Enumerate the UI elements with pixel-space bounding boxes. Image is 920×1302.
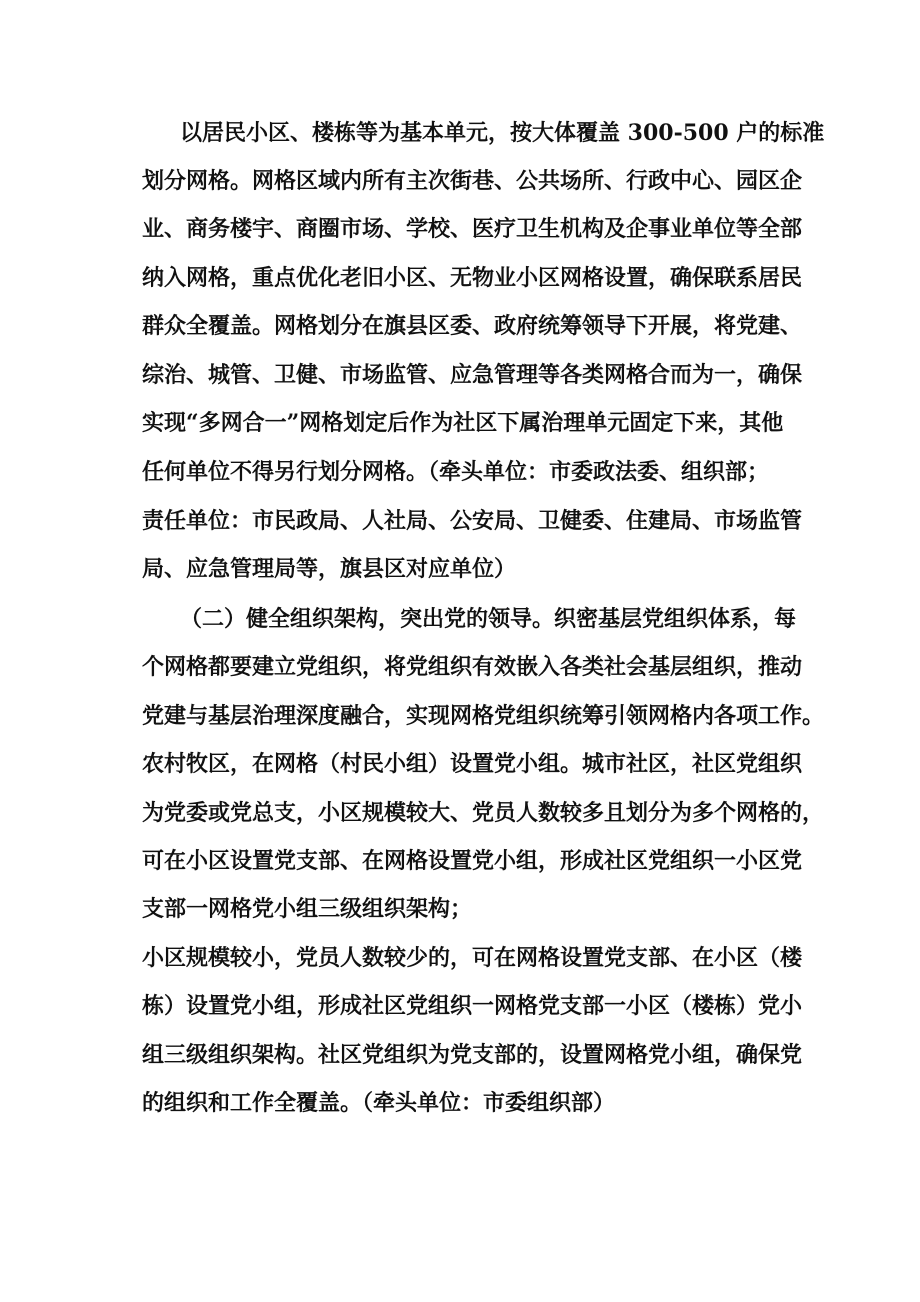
paragraph-line: 栋）设置党小组，形成社区党组织一网格党支部一小区（楼栋）党小 <box>142 993 803 1019</box>
paragraph-line: 实现“多网合一”网格划定后作为社区下属治理单元固定下来，其他 <box>142 410 784 436</box>
paragraph-line: 的组织和工作全覆盖。（牵头单位：市委组织部） <box>142 1090 616 1116</box>
paragraph-line: 党建与基层治理深度融合，实现网格党组织统筹引领网格内各项工作。 <box>142 703 825 729</box>
paragraph-line: 支部一网格党小组三级组织架构； <box>142 896 473 922</box>
paragraph-line: 任何单位不得另行划分网格。（牵头单位：市委政法委、组织部； <box>142 459 770 485</box>
paragraph-line: 以居民小区、楼栋等为基本单元，按大体覆盖 300-500 户的标准 <box>180 120 825 146</box>
paragraph-line: 可在小区设置党支部、在网格设置党小组，形成社区党组织一小区党 <box>142 848 803 874</box>
paragraph-line: 局、应急管理局等，旗县区对应单位） <box>142 556 517 582</box>
paragraph-line: 责任单位：市民政局、人社局、公安局、卫健委、住建局、市场监管 <box>142 508 803 534</box>
paragraph-line: 个网格都要建立党组织，将党组织有效嵌入各类社会基层组织，推动 <box>142 654 803 680</box>
paragraph-line: 为党委或党总支，小区规模较大、党员人数较多且划分为多个网格的， <box>142 800 825 826</box>
paragraph-line: 纳入网格，重点优化老旧小区、无物业小区网格设置，确保联系居民 <box>142 265 803 291</box>
paragraph-line: 划分网格。网格区域内所有主次街巷、公共场所、行政中心、园区企 <box>142 168 803 194</box>
paragraph-line: 农村牧区，在网格（村民小组）设置党小组。城市社区，社区党组织 <box>142 751 803 777</box>
paragraph-line: 群众全覆盖。网格划分在旗县区委、政府统筹领导下开展，将党建、 <box>142 313 803 339</box>
paragraph-line: 小区规模较小，党员人数较少的，可在网格设置党支部、在小区（楼 <box>142 945 803 971</box>
paragraph-line: 组三级组织架构。社区党组织为党支部的，设置网格党小组，确保党 <box>142 1042 803 1068</box>
paragraph-line: 业、商务楼宇、商圈市场、学校、医疗卫生机构及企事业单位等全部 <box>142 216 803 242</box>
section-heading-line: （二）健全组织架构，突出党的领导。织密基层党组织体系，每 <box>180 606 797 632</box>
paragraph-line: 综治、城管、卫健、市场监管、应急管理等各类网格合而为一，确保 <box>142 362 803 388</box>
